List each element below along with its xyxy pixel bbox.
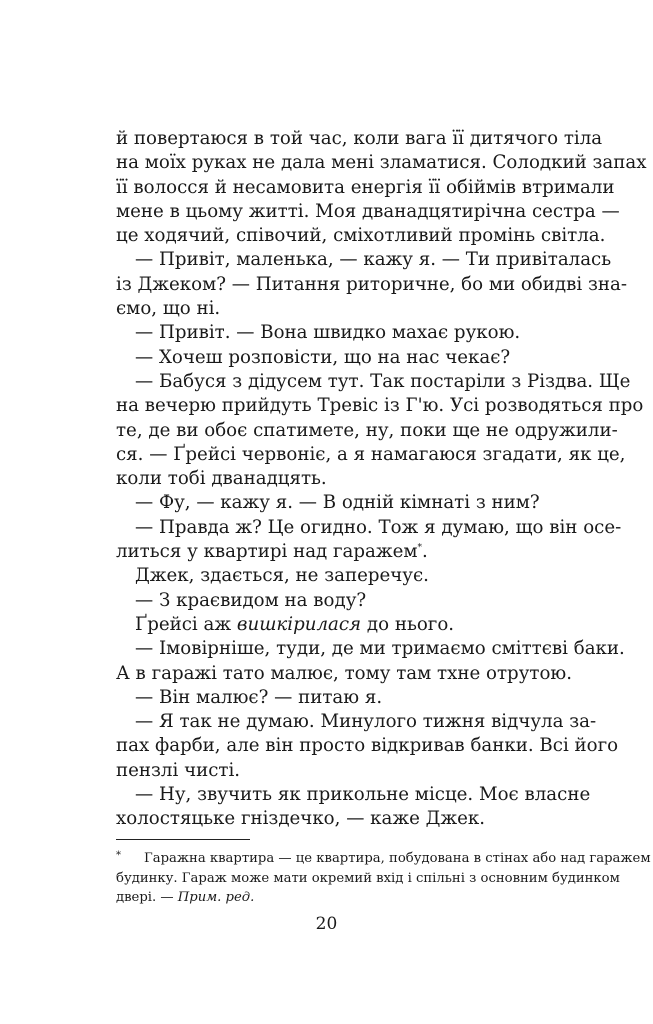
text-segment: Гаражна квартира — це квартира, побудована в стінах або над гаражем [144,851,651,866]
text-line [116,589,578,613]
text-line [116,224,606,248]
text-segment: Джек, здається, не заперечує. [135,565,429,587]
text-segment: . [422,541,428,563]
footnote-marker: * [116,850,121,861]
text-line [116,491,578,515]
footnote-reference: * [417,542,423,553]
text-line [116,467,578,491]
text-segment: пензлі чисті. [116,759,241,781]
text-segment: — Він малює? — питаю я. [135,686,383,708]
text-segment: — Я так не думаю. Минулого тижня відчула за- [135,711,597,733]
text-line [116,127,603,151]
text-line [116,783,591,807]
text-line [116,273,627,297]
text-segment: — З краєвидом на воду? [135,589,367,611]
italic-text: вишкірилася [236,613,362,635]
text-segment: на моїх руках не дала мені зламатися. Солодкий запах [116,152,647,174]
text-line [116,321,578,345]
text-line [116,394,644,418]
text-segment: Ґрейсі аж [135,613,237,635]
text-line [116,443,626,467]
text-line [116,564,578,588]
italic-text: Прим. ред. [177,890,255,906]
text-line [116,297,578,321]
text-segment: те, де ви обоє спатимете, ну, поки ще не одружили- [116,419,618,441]
text-segment: холостяцьке гніздечко, — каже Джек. [116,808,486,830]
text-segment: двері. — [116,890,178,906]
text-segment: пах фарби, але він просто відкривав банки. Всі його [116,735,619,757]
text-line [116,710,597,734]
text-segment: й повертаюся в той час, коли вага її дитячого тіла [116,128,603,149]
text-line [116,734,619,758]
text-segment: — Хочеш розповісти, що на нас чекає? [135,346,511,368]
text-segment: А в гаражі тато малює, тому там тхне отрутою. [116,662,573,684]
text-segment: ємо, що ні. [116,298,221,320]
text-line [116,759,578,783]
footnote-divider [116,839,250,840]
body-text [116,127,647,832]
text-segment: — Привіт, маленька, — кажу я. — Ти привіталась [135,249,612,271]
text-segment: — Фу, — кажу я. — В одній кімнаті з ним? [135,492,540,514]
text-segment: — Бабуся з дідусем тут. Так постаріли з Різдва. Ще [135,370,631,392]
text-line [116,540,578,564]
text-line [116,613,578,637]
text-line [116,200,620,224]
text-line [116,370,631,394]
text-segment: на вечерю прийдуть Тревіс із Г'ю. Усі розводяться про [116,395,644,417]
footnote-line [116,849,651,869]
text-segment: її волосся й несамовита енергія її обіймів втримали [116,176,615,198]
text-line [116,151,647,175]
footnote-line [116,869,620,889]
text-line [116,248,612,272]
text-segment: — Привіт. — Вона швидко махає рукою. [135,322,521,344]
text-segment: це ходячий, співочий, сміхотливий промінь світла. [116,225,606,247]
text-segment: із Джеком? — Питання риторичне, бо ми обидві зна- [116,273,627,295]
text-line [116,346,578,370]
text-segment: литься у квартирі над гаражем [116,541,418,563]
text-segment: — Правда ж? Це огидно. Тож я думаю, що він осе- [135,516,622,538]
footnote [116,849,651,908]
text-line [116,516,622,540]
text-segment: будинку. Гараж може мати окремий вхід і спільні з основним будинком [116,870,620,886]
text-line [116,176,615,200]
text-line [116,419,618,443]
page-number: 20 [315,914,338,934]
text-line [116,686,578,710]
text-segment: — Імовірніше, туди, де ми тримаємо сміттєві баки. [135,638,625,660]
text-segment: мене в цьому житті. Моя дванадцятирічна сестра — [116,200,620,222]
text-line [116,662,578,686]
footnote-line [116,888,578,908]
text-segment: коли тобі дванадцять. [116,468,327,490]
text-line [116,807,578,831]
text-segment: — Ну, звучить як прикольне місце. Моє власне [135,784,591,806]
text-segment: до нього. [361,613,455,635]
text-segment: ся. — Ґрейсі червоніє, а я намагаюся згадати, як це, [116,443,626,465]
text-line [116,637,625,661]
